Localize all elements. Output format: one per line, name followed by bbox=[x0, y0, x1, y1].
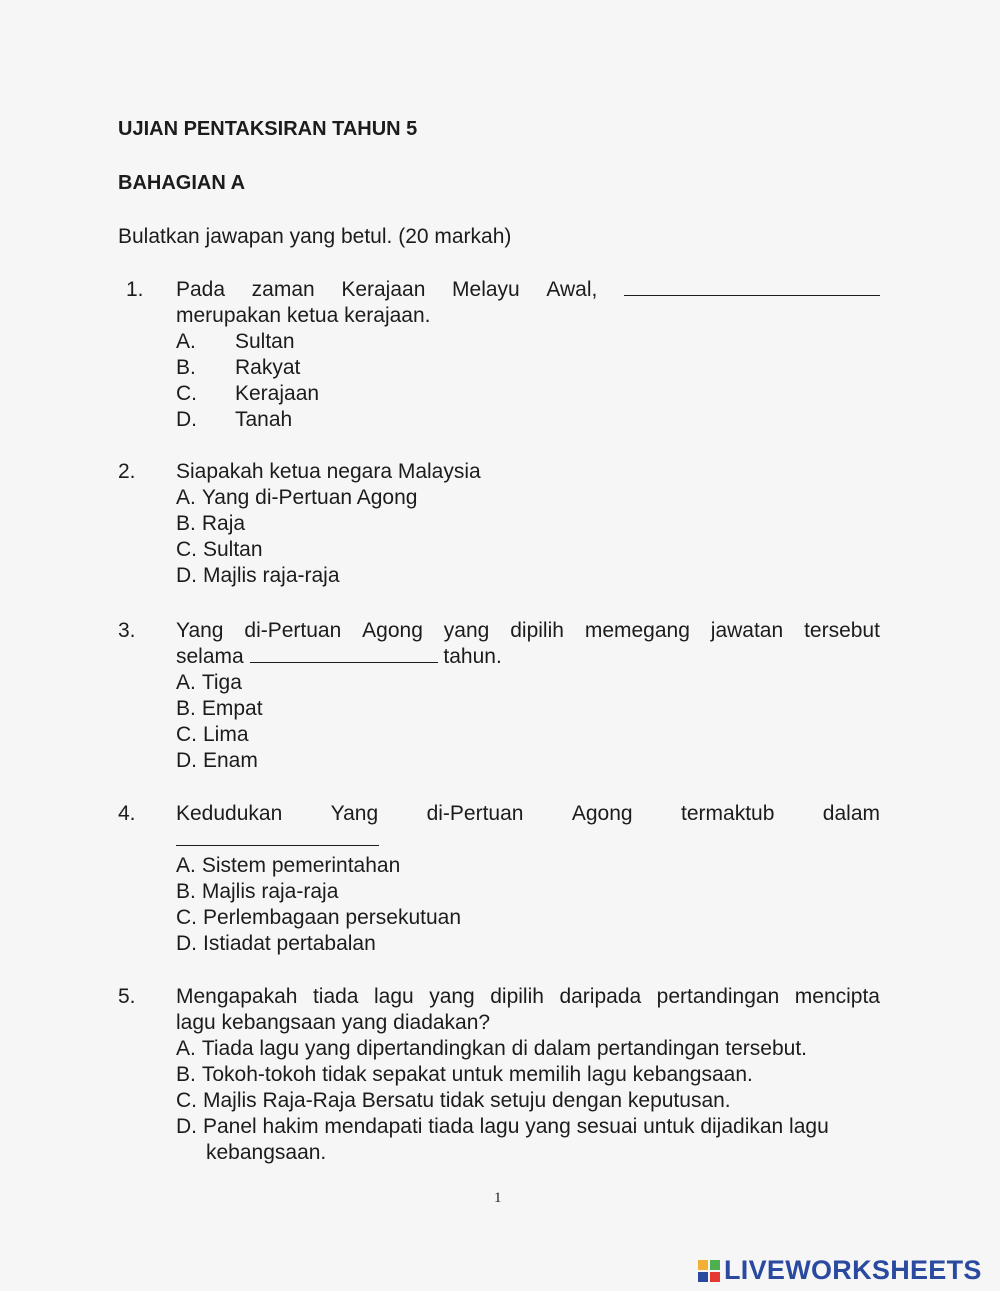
logo-square-green bbox=[710, 1260, 720, 1270]
stem-line-1: Kedudukan Yang di-Pertuan Agong termaktub dalam bbox=[176, 802, 880, 825]
option-a[interactable]: A. Tiada lagu yang dipertandingkan di dalam pertandingan tersebut. bbox=[176, 1037, 807, 1060]
answer-blank[interactable] bbox=[624, 277, 880, 296]
logo-square-yellow bbox=[698, 1260, 708, 1270]
question-stem bbox=[176, 459, 880, 485]
option-c[interactable]: C. Perlembagaan persekutuan bbox=[176, 906, 462, 929]
section-heading: BAHAGIAN A bbox=[118, 172, 246, 194]
option-d[interactable]: D. Majlis raja-raja bbox=[176, 564, 340, 587]
instruction-text: Bulatkan jawapan yang betul. (20 markah) bbox=[118, 225, 512, 248]
option-d[interactable]: D. Istiadat pertabalan bbox=[176, 932, 376, 955]
option-b[interactable]: B. Majlis raja-raja bbox=[176, 880, 339, 903]
options-list bbox=[176, 853, 461, 957]
option-b[interactable]: B. Tokoh-tokoh tidak sepakat untuk memilih lagu kebangsaan. bbox=[176, 1063, 753, 1086]
stem-line-1: Pada zaman Kerajaan Melayu Awal, bbox=[176, 277, 880, 303]
stem-line-1: Siapakah ketua negara Malaysia bbox=[176, 460, 481, 483]
options-list bbox=[176, 670, 263, 774]
question-stem bbox=[176, 618, 880, 670]
question-number: 1. bbox=[126, 278, 144, 301]
option-a[interactable]: A. Tiga bbox=[176, 671, 242, 694]
brand-text: LIVEWORKSHEETS bbox=[724, 1255, 982, 1285]
options-list bbox=[176, 329, 319, 433]
stem-line-1: Yang di-Pertuan Agong yang dipilih memegang jawatan tersebut bbox=[176, 619, 880, 642]
page-title: UJIAN PENTAKSIRAN TAHUN 5 bbox=[118, 118, 418, 140]
stem-line-2 bbox=[176, 827, 880, 853]
option-c[interactable]: C. Sultan bbox=[176, 538, 263, 561]
logo-square-red bbox=[710, 1272, 720, 1282]
options-list bbox=[176, 485, 417, 589]
answer-blank[interactable] bbox=[250, 644, 438, 663]
option-d[interactable]: D. Tanah bbox=[176, 408, 293, 431]
question-number: 2. bbox=[118, 460, 136, 483]
option-c[interactable]: C. Lima bbox=[176, 723, 249, 746]
answer-blank[interactable] bbox=[176, 827, 379, 846]
option-a[interactable]: A. Sistem pemerintahan bbox=[176, 854, 401, 877]
option-b[interactable]: B. Raja bbox=[176, 512, 246, 535]
option-b[interactable]: B. Empat bbox=[176, 697, 263, 720]
option-a[interactable]: A. Yang di-Pertuan Agong bbox=[176, 486, 418, 509]
page-number: 1 bbox=[494, 1190, 502, 1206]
stem-line-1: Mengapakah tiada lagu yang dipilih daripada pertandingan mencipta bbox=[176, 985, 880, 1008]
option-d-continuation: kebangsaan. bbox=[206, 1141, 327, 1164]
stem-line-2: selama tahun. bbox=[176, 645, 502, 668]
option-d[interactable]: D. Enam bbox=[176, 749, 258, 772]
liveworksheets-brand[interactable] bbox=[698, 1255, 982, 1286]
stem-line-2: merupakan ketua kerajaan. bbox=[176, 304, 431, 327]
options-list bbox=[176, 1036, 829, 1166]
option-c[interactable]: C. Kerajaan bbox=[176, 382, 320, 405]
option-b[interactable]: B. Rakyat bbox=[176, 356, 301, 379]
logo-square-blue bbox=[698, 1272, 708, 1282]
question-number: 3. bbox=[118, 619, 136, 642]
option-d[interactable]: D. Panel hakim mendapati tiada lagu yang sesuai untuk dijadikan lagu bbox=[176, 1115, 829, 1138]
option-a[interactable]: A. Sultan bbox=[176, 330, 295, 353]
question-stem bbox=[176, 277, 880, 329]
question-number: 5. bbox=[118, 985, 136, 1008]
stem-line-2: lagu kebangsaan yang diadakan? bbox=[176, 1011, 491, 1034]
question-stem bbox=[176, 984, 880, 1036]
question-stem bbox=[176, 801, 880, 853]
question-number: 4. bbox=[118, 802, 136, 825]
liveworksheets-logo-icon bbox=[698, 1260, 720, 1282]
option-c[interactable]: C. Majlis Raja-Raja Bersatu tidak setuju dengan keputusan. bbox=[176, 1089, 731, 1112]
